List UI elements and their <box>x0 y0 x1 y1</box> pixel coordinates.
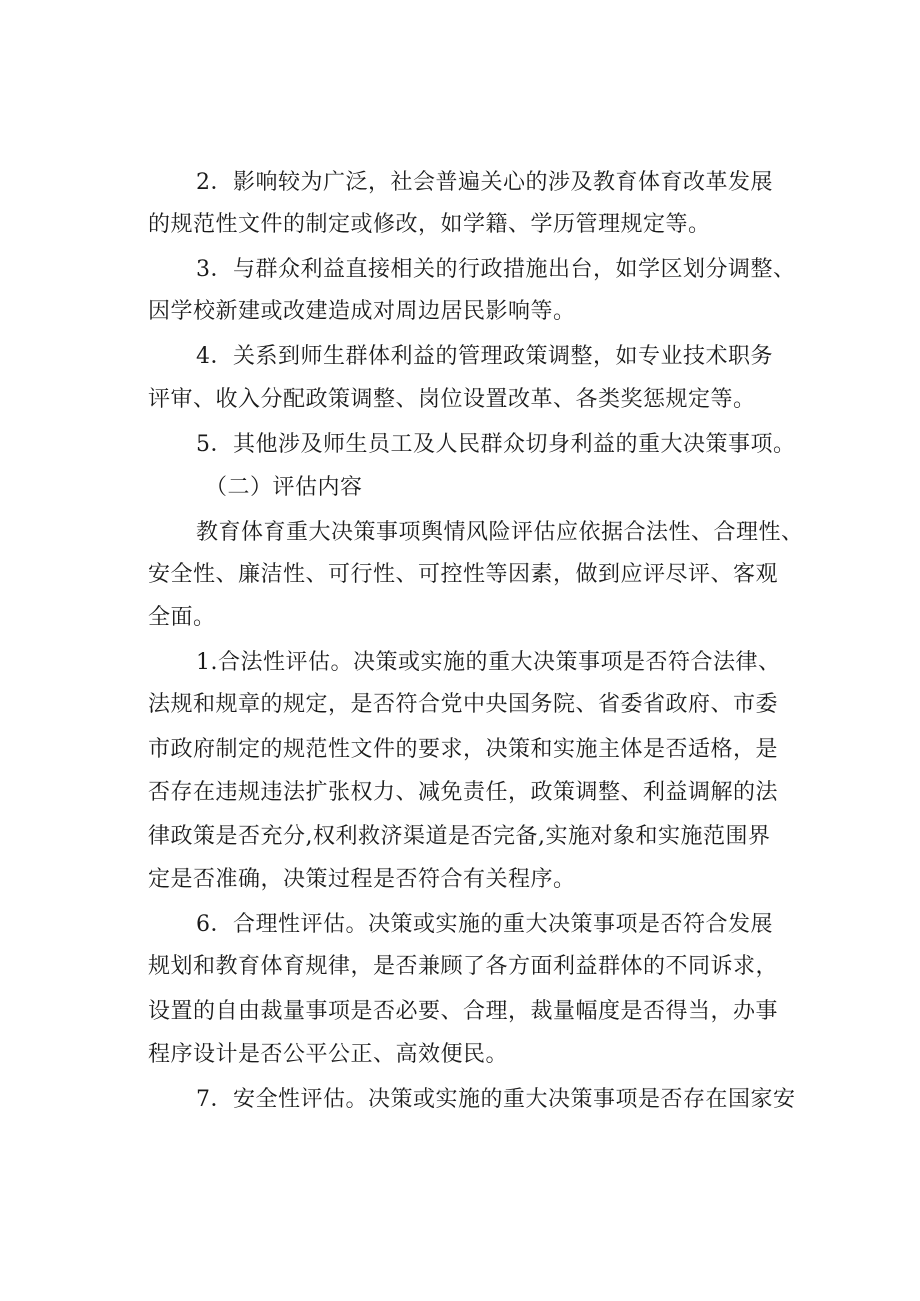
text-line: 律政策是否充分,权利救济渠道是否完备,实施对象和实施范围界 <box>148 824 771 849</box>
text-line: 6．合理性评估。决策或实施的重大决策事项是否符合发展 <box>196 912 773 937</box>
text-line: 因学校新建或改建造成对周边居民影响等。 <box>148 299 576 324</box>
text-line: 规划和教育体育规律，是否兼顾了各方面利益群体的不同诉求， <box>148 954 779 979</box>
text-line: 7．安全性评估。决策或实施的重大决策事项是否存在国家安 <box>196 1087 796 1112</box>
text-line: 教育体育重大决策事项舆情风险评估应依据合法性、合理性、 <box>196 520 804 545</box>
section-heading: （二）评估内容 <box>205 475 363 500</box>
text-line: 4．关系到师生群体利益的管理政策调整，如专业技术职务 <box>196 344 773 369</box>
text-line: 法规和规章的规定，是否符合党中央国务院、省委省政府、市委 <box>148 692 779 717</box>
text-line: 的规范性文件的制定或修改，如学籍、学历管理规定等。 <box>148 212 711 237</box>
text-line: 程序设计是否公平公正、高效便民。 <box>148 1042 509 1067</box>
text-line: 评审、收入分配政策调整、岗位设置改革、各类奖惩规定等。 <box>148 387 756 412</box>
text-line: 市政府制定的规范性文件的要求，决策和实施主体是否适格，是 <box>148 737 779 762</box>
text-line: 安全性、廉洁性、可行性、可控性等因素，做到应评尽评、客观 <box>148 562 779 587</box>
text-line: 2．影响较为广泛，社会普遍关心的涉及教育体育改革发展 <box>196 170 773 195</box>
text-line: 全面。 <box>148 605 216 630</box>
text-line: 定是否准确，决策过程是否符合有关程序。 <box>148 867 576 892</box>
text-line: 5．其他涉及师生员工及人民群众切身利益的重大决策事项。 <box>196 432 796 457</box>
text-line: 设置的自由裁量事项是否必要、合理，裁量幅度是否得当，办事 <box>148 999 779 1024</box>
text-line: 3．与群众利益直接相关的行政措施出台，如学区划分调整、 <box>196 257 796 282</box>
text-line: 1.合法性评估。决策或实施的重大决策事项是否符合法律、 <box>196 650 781 675</box>
text-line: 否存在违规违法扩张权力、减免责任，政策调整、利益调解的法 <box>148 780 779 805</box>
